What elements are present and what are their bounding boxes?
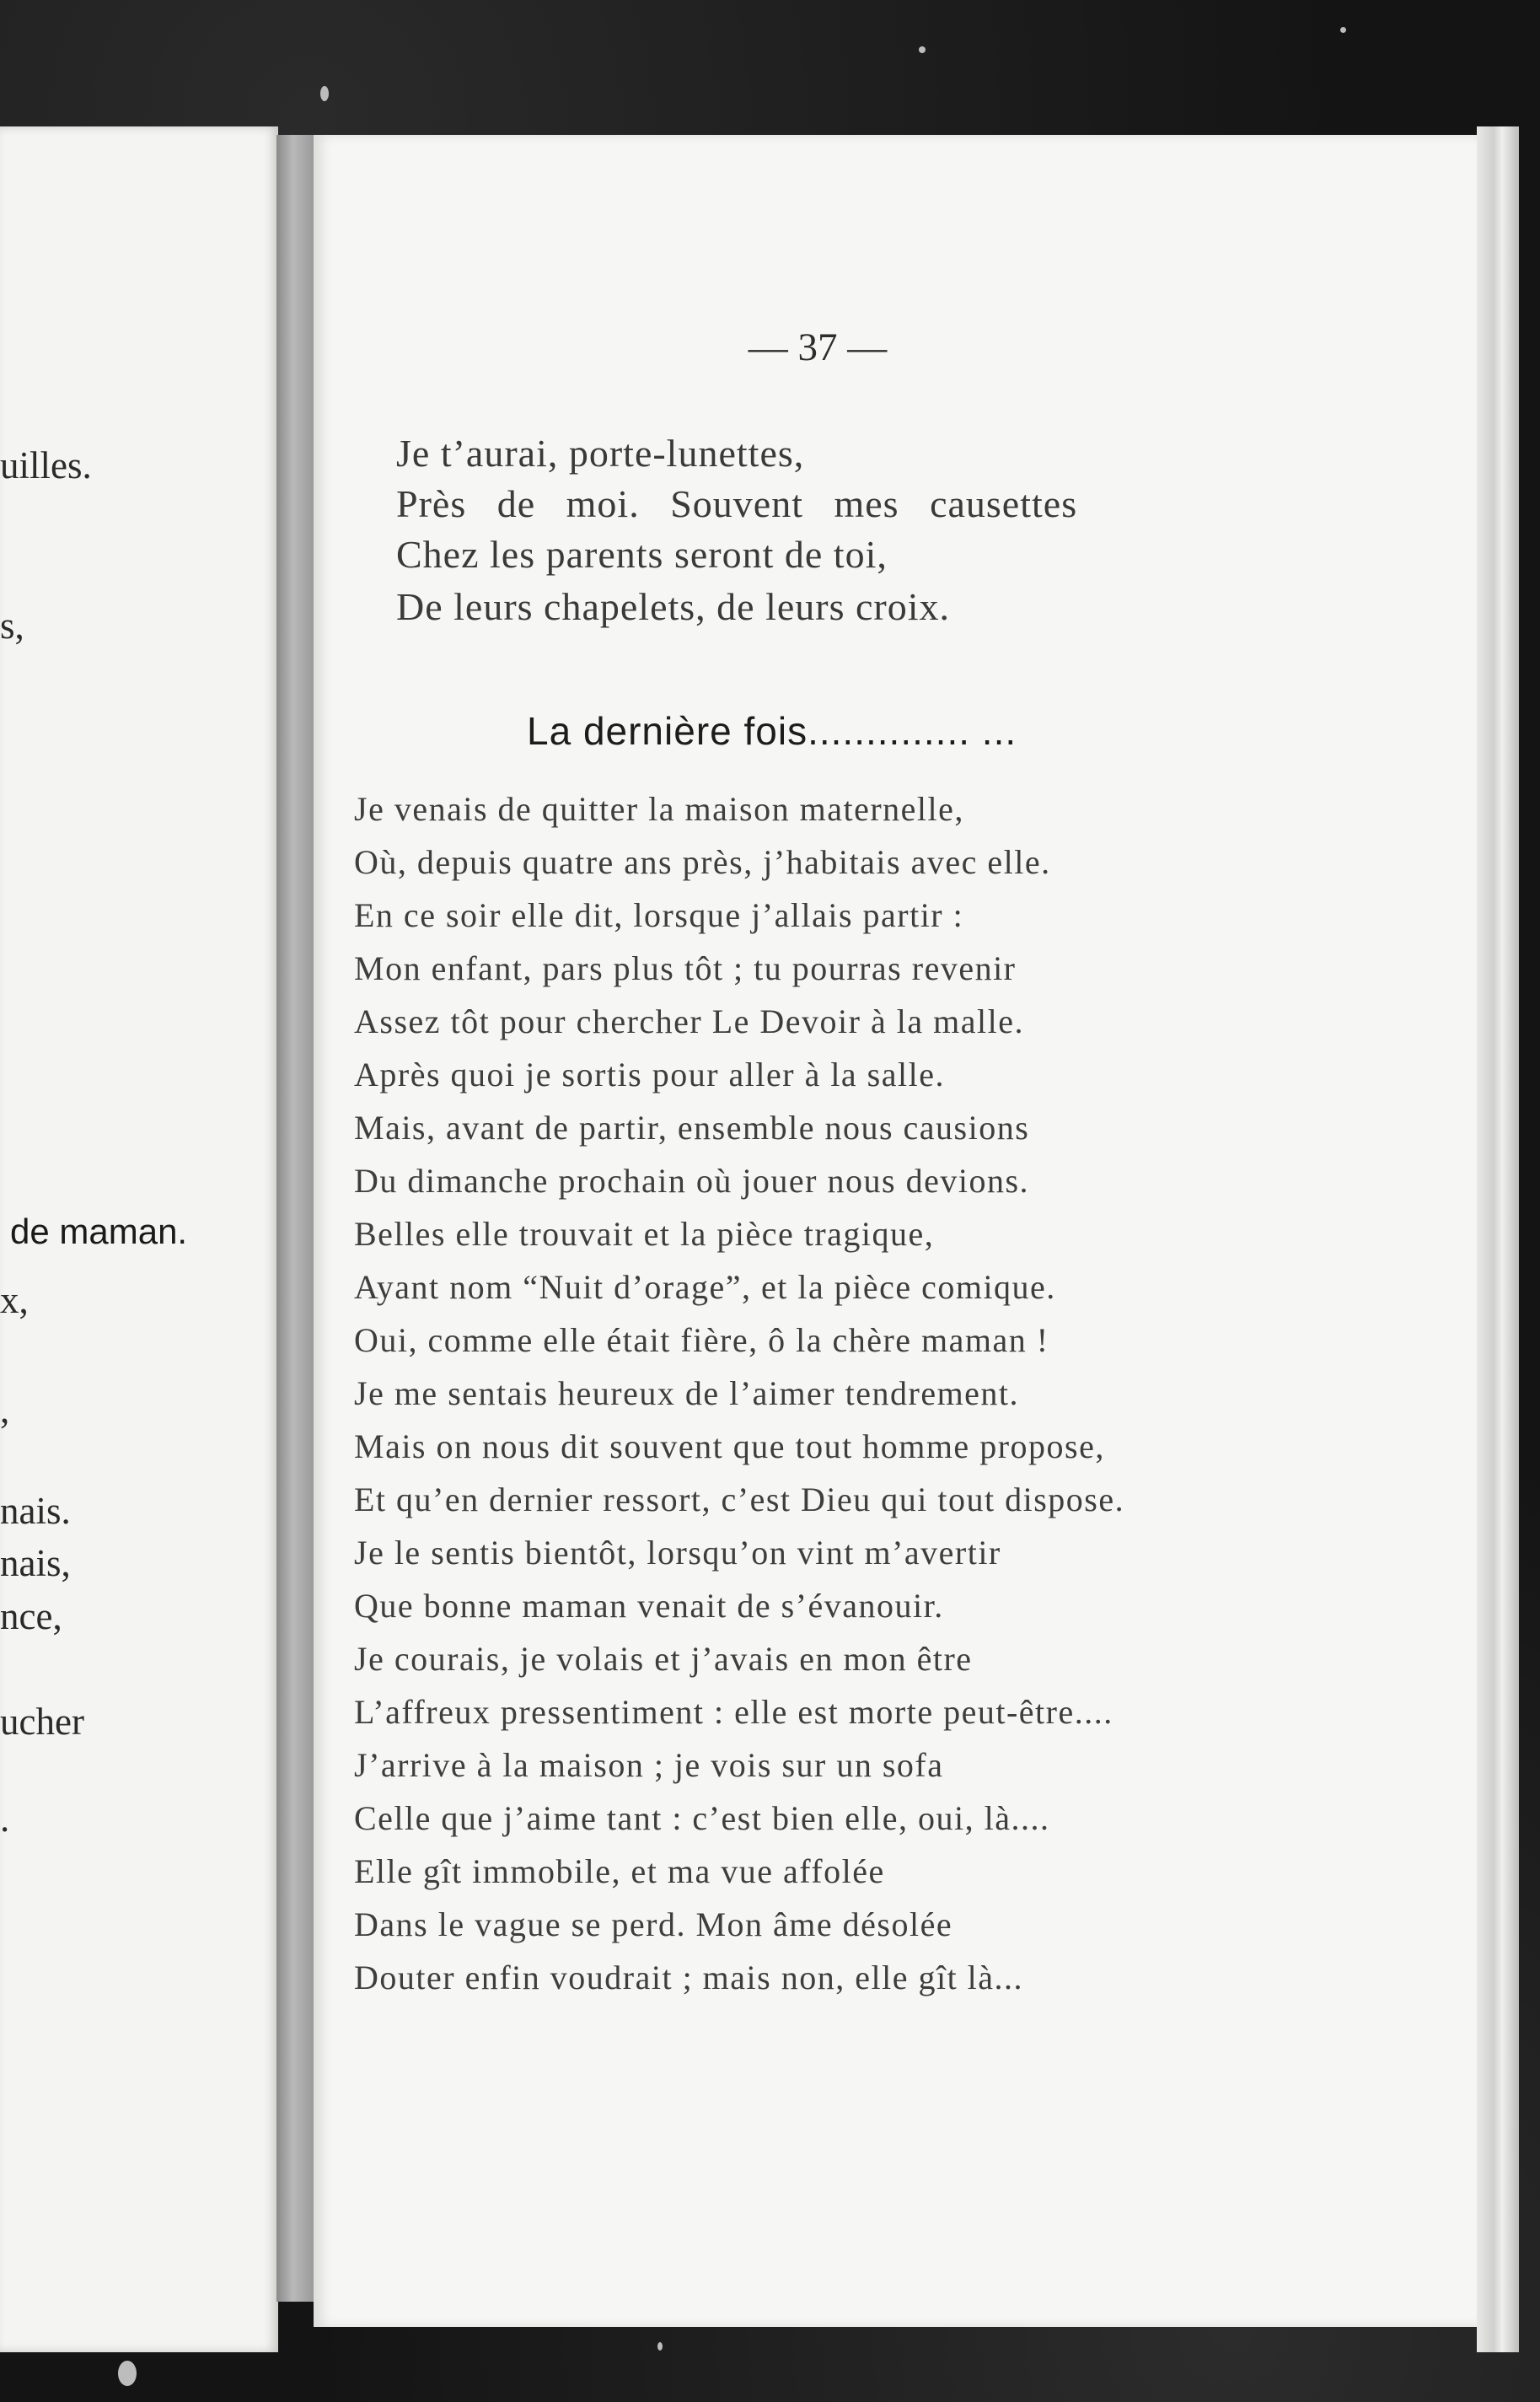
poem-line: Mais, avant de partir, ensemble nous causions — [354, 1109, 1030, 1147]
dust-speck — [118, 2361, 137, 2386]
dust-speck — [320, 86, 329, 101]
poem-line: Mon enfant, pars plus tôt ; tu pourras revenir — [354, 949, 1017, 987]
poem-line: Belles elle trouvait et la pièce tragique, — [354, 1215, 935, 1253]
dust-speck — [1340, 27, 1346, 33]
poem-line: Douter enfin voudrait ; mais non, elle gît là... — [354, 1959, 1024, 1996]
poem-line: Je le sentis bientôt, lorsqu’on vint m’avertir — [354, 1534, 1001, 1572]
left-page-text: nais, — [0, 1542, 71, 1584]
poem-line: Celle que j’aime tant : c’est bien elle, oui, là.... — [354, 1799, 1050, 1837]
left-page-heading: de maman. — [10, 1212, 188, 1251]
verse-line: De leurs chapelets, de leurs croix. — [396, 585, 951, 628]
dust-speck — [657, 2342, 663, 2351]
left-page-text: uilles. — [0, 444, 92, 486]
poem-line: Mais on nous dit souvent que tout homme propose, — [354, 1427, 1105, 1465]
verse-line: Je t’aurai, porte-lunettes, — [396, 432, 805, 475]
poem-title: La dernière fois.............. ... — [527, 709, 1017, 753]
poem-line: Assez tôt pour chercher Le Devoir à la malle. — [354, 1002, 1024, 1040]
poem-line: Oui, comme elle était fière, ô la chère maman ! — [354, 1321, 1049, 1359]
poem-line: Je me sentais heureux de l’aimer tendrement. — [354, 1374, 1020, 1412]
left-page-text: x, — [0, 1279, 29, 1321]
left-page — [0, 126, 278, 2352]
poem-line: Du dimanche prochain où jouer nous devions. — [354, 1162, 1030, 1200]
poem-line: Je courais, je volais et j’avais en mon être — [354, 1640, 973, 1678]
poem-line: Et qu’en dernier ressort, c’est Dieu qui tout dispose. — [354, 1480, 1125, 1518]
poem-line: Après quoi je sortis pour aller à la salle. — [354, 1056, 945, 1094]
page-number: — 37 — — [748, 325, 888, 369]
left-page-text: . — [0, 1797, 10, 1840]
book-gutter — [276, 135, 314, 2302]
left-page-text: nais. — [0, 1490, 71, 1532]
verse-line: Chez les parents seront de toi, — [396, 533, 888, 576]
poem-line: Je venais de quitter la maison maternelle, — [354, 790, 964, 828]
left-page-text: nce, — [0, 1595, 62, 1637]
poem-line: Ayant nom “Nuit d’orage”, et la pièce comique. — [354, 1268, 1056, 1306]
poem-line: Où, depuis quatre ans près, j’habitais avec elle. — [354, 843, 1051, 881]
dust-speck — [919, 46, 926, 53]
poem-line: Dans le vague se perd. Mon âme désolée — [354, 1905, 953, 1943]
left-page-text: ucher — [0, 1701, 84, 1743]
poem-line: Elle gît immobile, et ma vue affolée — [354, 1852, 885, 1890]
poem-line: L’affreux pressentiment : elle est morte peut-être.... — [354, 1693, 1113, 1731]
poem-line: J’arrive à la maison ; je vois sur un sofa — [354, 1746, 944, 1784]
page-edge — [1477, 126, 1519, 2352]
left-page-text: s, — [0, 605, 24, 647]
left-page-text: , — [0, 1389, 10, 1431]
verse-line: Près de moi. Souvent mes causettes — [396, 482, 1078, 525]
poem-line: En ce soir elle dit, lorsque j’allais partir : — [354, 896, 964, 934]
poem-line: Que bonne maman venait de s’évanouir. — [354, 1587, 944, 1625]
